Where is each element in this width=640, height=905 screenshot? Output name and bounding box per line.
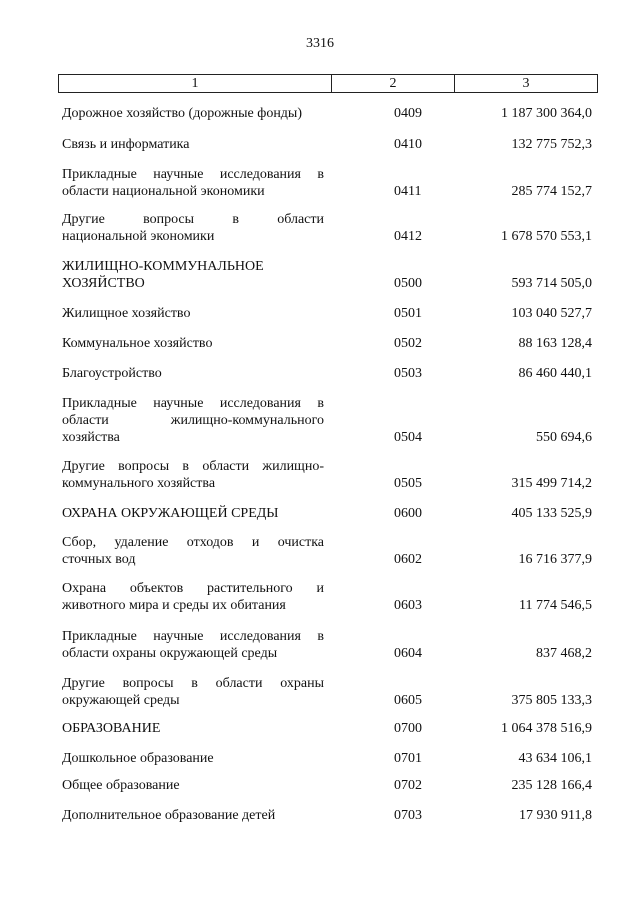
row-amount: 103 040 527,7 bbox=[511, 306, 592, 321]
row-amount: 86 460 440,1 bbox=[518, 366, 592, 381]
row-amount: 375 805 133,3 bbox=[511, 693, 592, 708]
row-name bbox=[62, 136, 324, 153]
row-name-line: Благоустройство bbox=[62, 366, 162, 381]
row-amount: 1 064 378 516,9 bbox=[501, 721, 592, 736]
row-amount: 132 775 752,3 bbox=[511, 137, 592, 152]
row-code: 0411 bbox=[394, 184, 422, 199]
row-code: 0412 bbox=[394, 229, 422, 244]
row-name-line: области жилищно-коммунального bbox=[62, 413, 324, 428]
row-name-line: Общее образование bbox=[62, 778, 180, 793]
row-name-line: хозяйства bbox=[62, 430, 120, 445]
row-name bbox=[62, 395, 324, 446]
column-header-row bbox=[59, 75, 598, 93]
table-row bbox=[62, 136, 592, 153]
row-amount: 88 163 128,4 bbox=[518, 336, 592, 351]
table-row bbox=[62, 335, 592, 352]
row-code: 0600 bbox=[394, 506, 422, 521]
row-name-line: животного мира и среды их обитания bbox=[62, 598, 286, 613]
row-name-line: области охраны окружающей среды bbox=[62, 646, 278, 661]
row-name-line: Прикладные научные исследования в bbox=[62, 629, 324, 644]
row-name-line: коммунального хозяйства bbox=[62, 476, 216, 491]
row-name-line: области национальной экономики bbox=[62, 184, 265, 199]
row-code: 0500 bbox=[394, 276, 422, 291]
row-name bbox=[62, 166, 324, 200]
row-code: 0701 bbox=[394, 751, 422, 766]
row-name-line: национальной экономики bbox=[62, 229, 215, 244]
row-name bbox=[62, 305, 324, 322]
row-amount: 1 187 300 364,0 bbox=[501, 106, 592, 121]
row-name-line: ЖИЛИЩНО-КОММУНАЛЬНОЕ bbox=[62, 259, 264, 274]
row-name-line: Прикладные научные исследования в bbox=[62, 396, 324, 411]
row-name bbox=[62, 365, 324, 382]
row-code: 0409 bbox=[394, 106, 422, 121]
table-row bbox=[62, 365, 592, 382]
row-amount: 837 468,2 bbox=[536, 646, 592, 661]
row-amount: 550 694,6 bbox=[536, 430, 592, 445]
table-row bbox=[62, 777, 592, 794]
row-amount: 17 930 911,8 bbox=[519, 808, 592, 823]
row-name bbox=[62, 750, 324, 767]
row-code: 0703 bbox=[394, 808, 422, 823]
row-name bbox=[62, 807, 324, 824]
row-code: 0501 bbox=[394, 306, 422, 321]
row-amount: 405 133 525,9 bbox=[511, 506, 592, 521]
row-name bbox=[62, 258, 324, 292]
row-name-line: Другие вопросы в области bbox=[62, 212, 324, 227]
table-row bbox=[62, 105, 592, 122]
column-header-2: 2 bbox=[332, 75, 455, 93]
table-row bbox=[62, 534, 592, 568]
row-name bbox=[62, 580, 324, 614]
row-name bbox=[62, 777, 324, 794]
row-name-line: Дополнительное образование детей bbox=[62, 808, 276, 823]
row-name-line: Коммунальное хозяйство bbox=[62, 336, 213, 351]
row-amount: 285 774 152,7 bbox=[511, 184, 592, 199]
table-row bbox=[62, 580, 592, 614]
column-header-table bbox=[58, 74, 598, 93]
row-amount: 11 774 546,5 bbox=[519, 598, 592, 613]
table-row bbox=[62, 720, 592, 737]
row-amount: 43 634 106,1 bbox=[518, 751, 592, 766]
table-row bbox=[62, 305, 592, 322]
row-code: 0505 bbox=[394, 476, 422, 491]
row-code: 0700 bbox=[394, 721, 422, 736]
column-header-1: 1 bbox=[59, 75, 332, 93]
table-row bbox=[62, 807, 592, 824]
row-code: 0410 bbox=[394, 137, 422, 152]
row-name-line: сточных вод bbox=[62, 552, 136, 567]
row-amount: 1 678 570 553,1 bbox=[501, 229, 592, 244]
table-row bbox=[62, 628, 592, 662]
row-code: 0604 bbox=[394, 646, 422, 661]
row-name-line: Дошкольное образование bbox=[62, 751, 214, 766]
row-name-line: ОБРАЗОВАНИЕ bbox=[62, 721, 161, 736]
row-name bbox=[62, 675, 324, 709]
row-name-line: Охрана объектов растительного и bbox=[62, 581, 324, 596]
table-row bbox=[62, 505, 592, 522]
table-row bbox=[62, 258, 592, 292]
row-name bbox=[62, 105, 324, 122]
row-name bbox=[62, 628, 324, 662]
table-row bbox=[62, 166, 592, 200]
row-code: 0504 bbox=[394, 430, 422, 445]
row-name-line: ХОЗЯЙСТВО bbox=[62, 276, 145, 291]
table-row bbox=[62, 211, 592, 245]
row-amount: 235 128 166,4 bbox=[511, 778, 592, 793]
page-number: 3316 bbox=[306, 36, 334, 51]
row-name-line: Другие вопросы в области охраны bbox=[62, 676, 324, 691]
column-header-3: 3 bbox=[455, 75, 598, 93]
row-amount: 315 499 714,2 bbox=[511, 476, 592, 491]
row-name-line: Дорожное хозяйство (дорожные фонды) bbox=[62, 106, 303, 121]
row-amount: 593 714 505,0 bbox=[511, 276, 592, 291]
table-row bbox=[62, 458, 592, 492]
row-name bbox=[62, 534, 324, 568]
row-code: 0603 bbox=[394, 598, 422, 613]
row-name-line: Жилищное хозяйство bbox=[62, 306, 191, 321]
row-amount: 16 716 377,9 bbox=[518, 552, 592, 567]
row-code: 0503 bbox=[394, 366, 422, 381]
table-row bbox=[62, 750, 592, 767]
row-name bbox=[62, 720, 324, 737]
row-name bbox=[62, 505, 324, 522]
row-name bbox=[62, 211, 324, 245]
row-name-line: Прикладные научные исследования в bbox=[62, 167, 324, 182]
row-name-line: Другие вопросы в области жилищно- bbox=[62, 459, 324, 474]
row-code: 0702 bbox=[394, 778, 422, 793]
row-code: 0605 bbox=[394, 693, 422, 708]
table-row bbox=[62, 675, 592, 709]
row-name bbox=[62, 335, 324, 352]
row-name bbox=[62, 458, 324, 492]
row-name-line: окружающей среды bbox=[62, 693, 180, 708]
table-row bbox=[62, 395, 592, 446]
row-name-line: Сбор, удаление отходов и очистка bbox=[62, 535, 324, 550]
row-code: 0602 bbox=[394, 552, 422, 567]
row-name-line: Связь и информатика bbox=[62, 137, 190, 152]
row-name-line: ОХРАНА ОКРУЖАЮЩЕЙ СРЕДЫ bbox=[62, 506, 279, 521]
row-code: 0502 bbox=[394, 336, 422, 351]
